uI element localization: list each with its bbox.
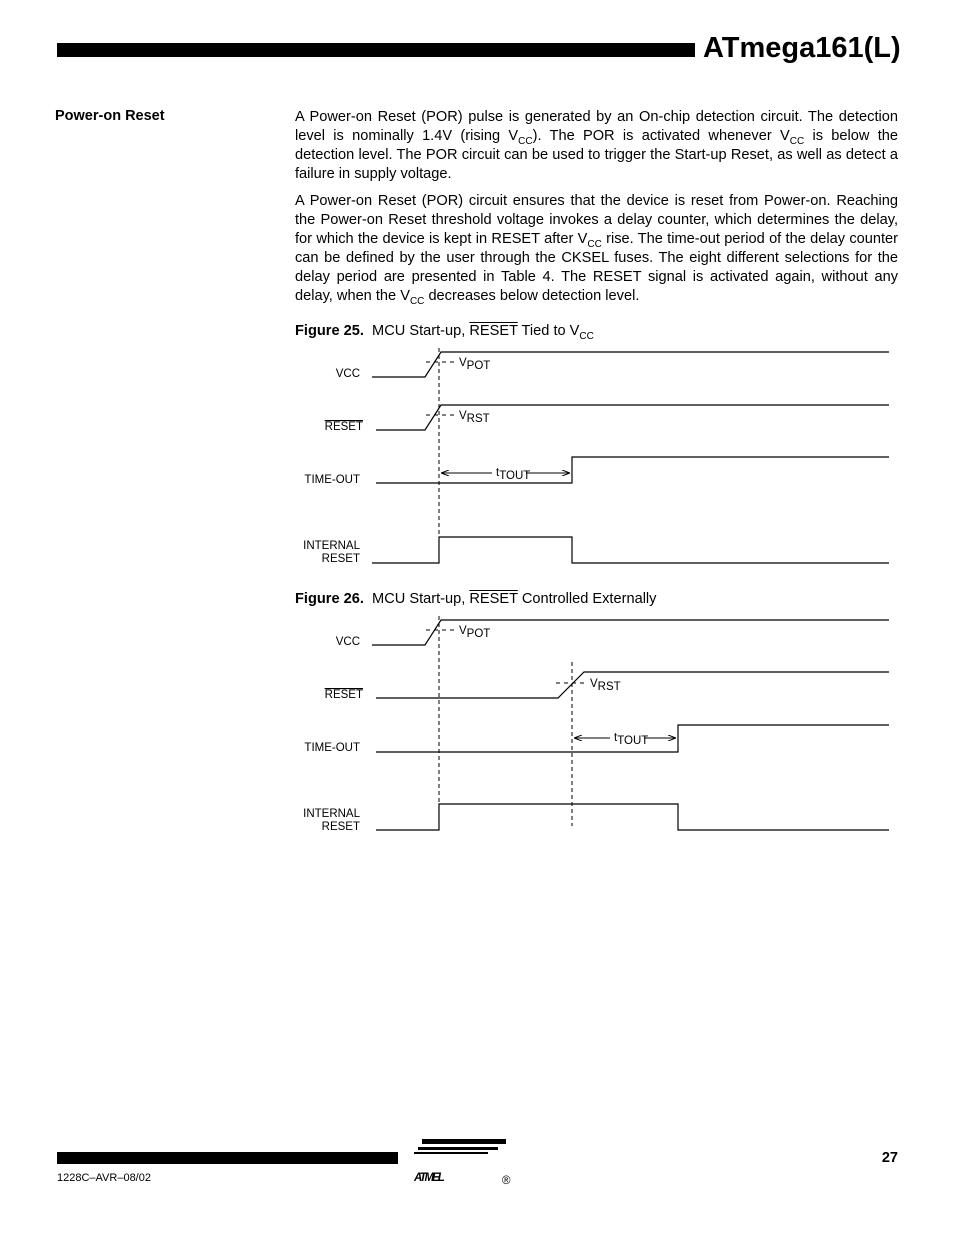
signal-label-internal: INTERNAL <box>303 540 360 552</box>
document-id: 1228C–AVR–08/02 <box>57 1172 151 1184</box>
document-title: ATmega161(L) <box>703 32 901 64</box>
signal-label-reset: RESET <box>324 421 363 433</box>
paragraph-por-intro: A Power-on Reset (POR) pulse is generated by an On-chip detection circuit. The detection level is nominally 1.4V (rising $V_{CC}$). The POR is activated whenever $V_{CC}$ is below the detection level. The POR circuit can be used to trigger the Start-up Reset, as well as detect a failure in supply voltage. <box>295 109 898 182</box>
vrst-label: VRST <box>459 410 490 425</box>
paragraph-por-delay: A Power-on Reset (POR) circuit ensures that the device is reset from Power-on. Reaching the Power-on Reset threshold voltage invokes a delay counter, which determines the delay, for which the device is kept in RESET after $V_{CC}$ rise. The time-out period of the delay counter can be defined by the user through the CKSEL fuses. The eight different selections for the delay period are presented in Table 4. The RESET signal is activated again, without any delay, when the $V_{CC}$ decreases below detection level. <box>295 193 898 307</box>
atmel-logo <box>408 1135 512 1187</box>
signal-label-internal-reset: RESET <box>321 553 360 565</box>
footer-rule <box>57 1152 398 1164</box>
ttout-label: tTOUT <box>614 732 649 747</box>
figure-25-caption: Figure 25. MCU Start-up, RESET Tied to $V_{CC}$ <box>295 323 594 342</box>
signal-label-vcc: VCC <box>335 368 360 380</box>
signal-label-internal-reset: RESET <box>321 821 360 833</box>
vcc-waveform <box>372 352 889 377</box>
signal-label-timeout: TIME-OUT <box>304 474 360 486</box>
ttout-label: tTOUT <box>496 467 531 482</box>
vpot-label: VPOT <box>459 625 491 640</box>
figure-25-diagram <box>303 348 889 565</box>
reset-waveform <box>376 405 889 430</box>
internal-reset-waveform <box>376 804 889 830</box>
section-heading: Power-on Reset <box>55 108 165 124</box>
figure-26-diagram <box>303 616 889 833</box>
internal-reset-waveform <box>372 537 889 563</box>
vcc-waveform <box>372 620 889 645</box>
reset-waveform <box>376 672 889 698</box>
figure-26-caption: Figure 26. MCU Start-up, RESET Controlled Externally <box>295 591 657 607</box>
signal-label-vcc: VCC <box>335 636 360 648</box>
signal-label-timeout: TIME-OUT <box>304 742 360 754</box>
page-number: 27 <box>881 1150 898 1166</box>
timeout-waveform <box>376 457 889 483</box>
registered-mark: ® <box>502 1175 511 1187</box>
signal-label-reset: RESET <box>324 689 363 701</box>
vpot-label: VPOT <box>459 357 491 372</box>
signal-label-internal: INTERNAL <box>303 808 360 820</box>
vrst-label: VRST <box>590 678 621 693</box>
atmel-wordmark: ATMEL <box>414 1172 443 1184</box>
